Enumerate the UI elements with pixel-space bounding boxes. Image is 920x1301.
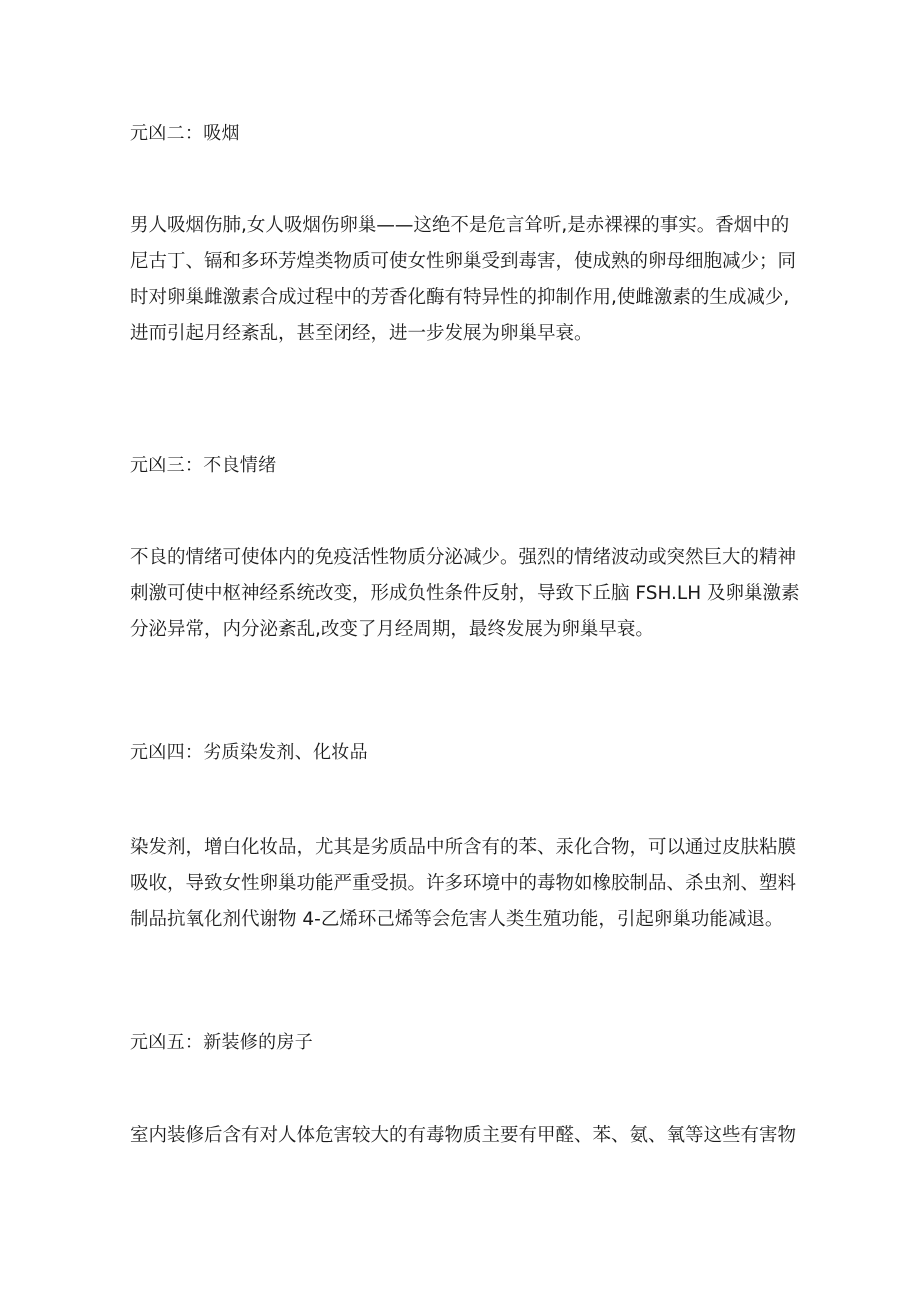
- paragraph-line: 进而引起月经紊乱，甚至闭经，进一步发展为卵巢早衰。: [130, 323, 593, 344]
- section-heading-smoking: 元凶二：吸烟: [130, 123, 240, 144]
- paragraph-line: 刺激可使中枢神经系统改变，形成负性条件反射，导致下丘脑 FSH.LH 及卵巢激素: [130, 583, 800, 604]
- paragraph-line: 尼古丁、镉和多环芳煌类物质可使女性卵巢受到毒害，使成熟的卵母细胞减少；同: [130, 251, 797, 272]
- section-heading-bad-emotions: 元凶三：不良情绪: [130, 455, 277, 476]
- paragraph-line: 时对卵巢雌激素合成过程中的芳香化酶有特异性的抑制作用,使雌激素的生成减少,: [130, 287, 790, 308]
- section-paragraph-new-house: [130, 1118, 800, 1154]
- section-heading-cosmetics: 元凶四：劣质染发剂、化妆品: [130, 742, 368, 763]
- paragraph-line: 染发剂，增白化妆品，尤其是劣质品中所含有的苯、汞化合物，可以通过皮肤粘膜: [130, 837, 797, 858]
- paragraph-line: 吸收，导致女性卵巢功能严重受损。许多环境中的毒物如橡胶制品、杀虫剂、塑料: [130, 873, 797, 894]
- section-heading-new-house: 元凶五：新装修的房子: [130, 1032, 313, 1053]
- section-paragraph-bad-emotions: [130, 540, 800, 648]
- paragraph-line: 不良的情绪可使体内的免疫活性物质分泌减少。强烈的情绪波动或突然巨大的精神: [130, 547, 797, 568]
- paragraph-line: 制品抗氧化剂代谢物 4-乙烯环己烯等会危害人类生殖功能，引起卵巢功能减退。: [130, 909, 784, 930]
- paragraph-line: 分泌异常，内分泌紊乱,改变了月经周期，最终发展为卵巢早衰。: [130, 619, 654, 640]
- paragraph-line: 男人吸烟伤肺,女人吸烟伤卵巢——这绝不是危言耸听,是赤裸裸的事实。香烟中的: [130, 215, 790, 236]
- section-paragraph-cosmetics: [130, 830, 800, 938]
- paragraph-line: 室内装修后含有对人体危害较大的有毒物质主要有甲醛、苯、氨、氧等这些有害物: [130, 1125, 797, 1146]
- section-paragraph-smoking: [130, 208, 800, 352]
